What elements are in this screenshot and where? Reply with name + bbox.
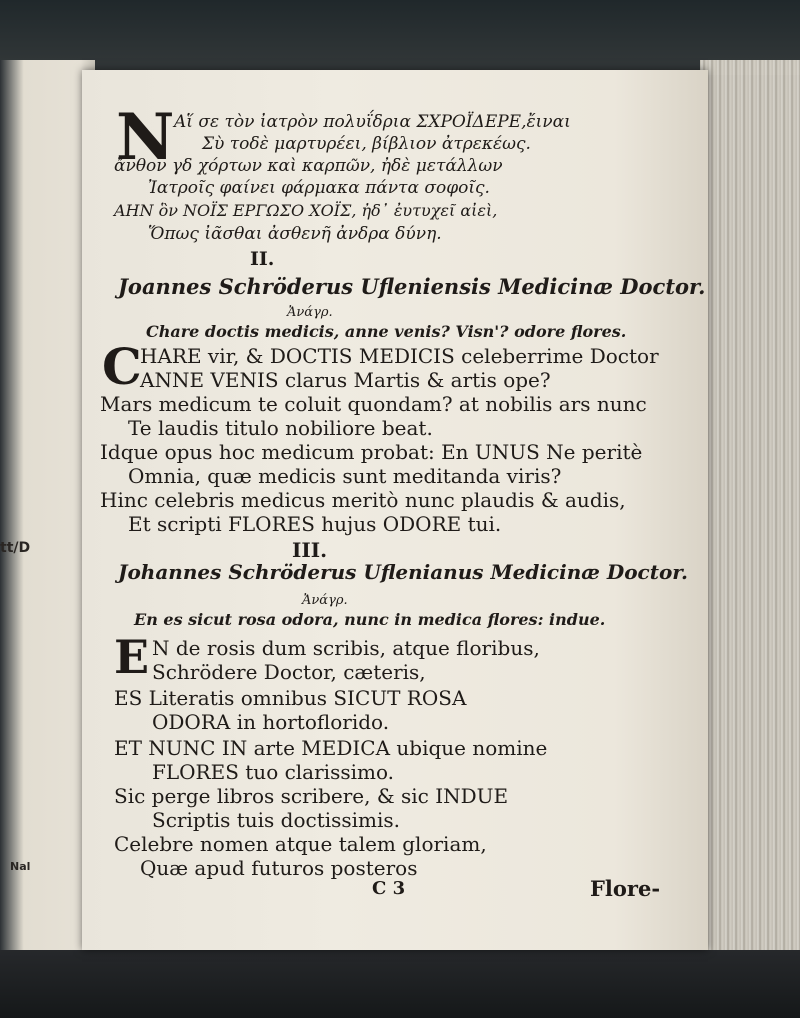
greek-verse-line: Ὅπως ἰᾶσθαι ἀσθενῆ ἀνδρα δύνη. <box>148 224 442 244</box>
greek-verse-line: Ἰατροῖς φαίνει φάρμακα πάντα σοφοῖς. <box>148 178 490 198</box>
verse-line: Te laudis titulo nobiliore beat. <box>128 416 433 440</box>
verse-line: Celebre nomen atque talem gloriam, <box>114 832 487 856</box>
greek-verse-line: Σὺ τοδὲ μαρτυρέει, βίβλιον ἀτρεκέως. <box>202 134 531 154</box>
greek-verse-line: ἄνθον γδ χόρτων καὶ καρπῶν, ἠδὲ μετάλλων <box>114 156 503 176</box>
verse-line: Quæ apud futuros posteros <box>140 856 418 880</box>
edge-fragment-text: Nal <box>10 860 31 873</box>
greek-verse-line: Αἵ σε τὸν ἰατρὸν πολυΐδρια ΣΧΡΟΪΔΕΡΕ,ἔιναι <box>174 112 571 132</box>
signature-mark: C 3 <box>372 878 406 899</box>
section-numeral: III. <box>292 538 328 562</box>
verse-line: ANNE VENIS clarus Martis & artis ope? <box>140 368 551 392</box>
verse-line: N de rosis dum scribis, atque floribus, <box>152 636 540 660</box>
verse-line: HARE vir, & DOCTIS MEDICIS celeberrime Doctor <box>140 344 659 368</box>
book-page-edges <box>700 60 800 950</box>
author-heading: Johannes Schröderus Uflenianus Medicinæ Doctor. <box>118 560 688 584</box>
verse-line: Schrödere Doctor, cæteris, <box>152 660 426 684</box>
anagram-text: En es sicut rosa odora, nunc in medica flores: indue. <box>134 610 606 629</box>
anagram-label: Ἀνάγρ. <box>302 593 348 608</box>
drop-cap: N <box>116 100 175 175</box>
anagram-text: Chare doctis medicis, anne venis? Visn'? odore flores. <box>146 322 627 341</box>
book-page <box>82 70 708 950</box>
edge-fragment-text: tt/D <box>0 540 31 556</box>
scanner-background-top <box>0 0 800 75</box>
section-numeral: II. <box>250 248 275 270</box>
verse-line: FLORES tuo clarissimo. <box>152 760 395 784</box>
verse-line: Scriptis tuis doctissimis. <box>152 808 401 832</box>
greek-verse-line: ΑΗΝ ὃν ΝΟΪΣ ΕΡΓΩΣΟ ΧΟΪΣ, ἠδ᾽ ἐυτυχεῖ αἰεὶ, <box>114 201 498 220</box>
scanner-background-bottom <box>0 950 800 1018</box>
drop-cap: E <box>114 630 150 684</box>
verse-line: Hinc celebris medicus meritò nunc plaudis & audis, <box>100 488 626 512</box>
verse-line: Idque opus hoc medicum probat: En UNUS Ne peritè <box>100 440 643 464</box>
verse-line: Omnia, quæ medicis sunt meditanda viris? <box>128 464 562 488</box>
facing-page-edge <box>0 60 95 960</box>
verse-line: Mars medicum te coluit quondam? at nobilis ars nunc <box>100 392 647 416</box>
catchword: Flore- <box>590 876 661 901</box>
anagram-label: Ἀνάγρ. <box>287 305 333 320</box>
drop-cap: C <box>102 337 142 396</box>
verse-line: Et scripti FLORES hujus ODORE tui. <box>128 512 502 536</box>
verse-line: ET NUNC IN arte MEDICA ubique nomine <box>114 736 548 760</box>
verse-line: Sic perge libros scribere, & sic INDUE <box>114 784 509 808</box>
verse-line: ES Literatis omnibus SICUT ROSA <box>114 686 467 710</box>
verse-line: ODORA in hortoflorido. <box>152 710 390 734</box>
author-heading: Joannes Schröderus Ufleniensis Medicinæ Doctor. <box>118 274 706 299</box>
